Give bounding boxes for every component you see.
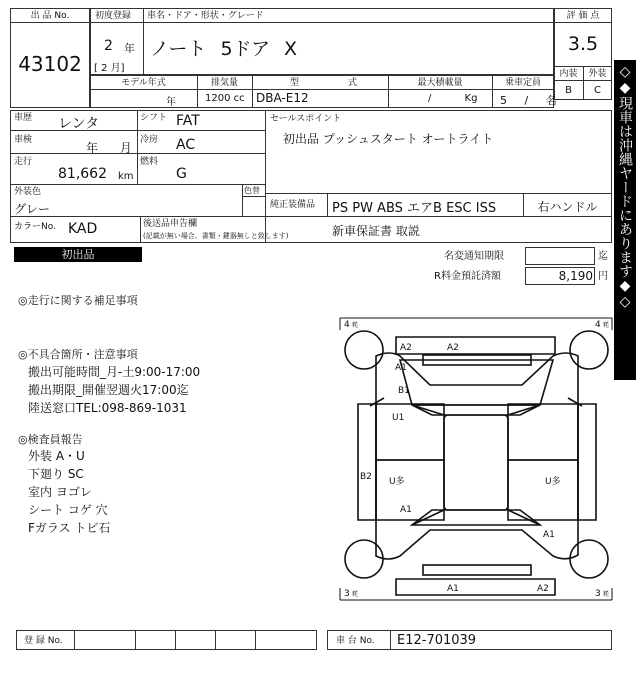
interior-label: 内装 [559, 69, 578, 79]
color-no-value: KAD [68, 221, 98, 237]
inspector-line-4: シート コゲ 穴 [28, 503, 108, 517]
damage-diagram [338, 316, 614, 602]
tire-fr-unit: 粍 [603, 322, 610, 329]
fuel-label: 燃料 [140, 157, 159, 167]
mark-right-door-u-many: U多 [545, 477, 561, 487]
fuel-value: G [176, 166, 187, 182]
max-load: / Kg [428, 93, 478, 104]
yard-notice-text: ◇◆現車は沖縄ヤードにあります◆◇ [617, 64, 633, 310]
first-listing-tag: 初出品 [14, 247, 142, 262]
mark-rear-fender-a1-left: A1 [400, 505, 412, 515]
equipment-label: 純正装備品 [270, 200, 316, 210]
inspector-line-2: 下廻り SC [28, 467, 84, 481]
max-load-label: 最大積載量 [417, 78, 463, 88]
interior-grade: B [565, 85, 572, 96]
recycle-unit: 円 [598, 271, 608, 282]
recycle-value: 8,190 [558, 269, 593, 283]
history-value: レンタ [58, 116, 100, 132]
chassis-label: 車 台 No. [336, 636, 375, 646]
handle-value: 右ハンドル [537, 200, 598, 214]
exterior-label: 外装 [588, 69, 607, 79]
tire-rr-depth: 3 [595, 589, 601, 599]
name-change-field [525, 247, 595, 265]
first-reg-year: 2 [104, 38, 113, 54]
mileage-value: 81,662 [58, 166, 107, 182]
displacement-label: 排気量 [210, 78, 238, 88]
mark-rear-bumper-a1: A1 [447, 584, 459, 594]
tire-fr-depth: 4 [595, 320, 601, 330]
inspector-line-3: 室内 ヨゴレ [28, 485, 92, 499]
tire-fl-depth: 4 [344, 320, 350, 330]
year-unit: 年 [124, 42, 135, 55]
score-label: 評 価 点 [566, 11, 600, 21]
model-type: DBA-E12 [256, 91, 309, 105]
tire-rl-unit: 粍 [352, 591, 359, 598]
type-label-2: 式 [348, 78, 358, 88]
tire-fl-unit: 粍 [352, 322, 359, 329]
yard-notice-strip [614, 60, 636, 380]
color-label: 外装色 [14, 187, 42, 197]
capacity-label: 乗車定員 [504, 78, 541, 88]
mileage-unit: km [118, 171, 134, 182]
model-year-unit: 年 [166, 97, 176, 108]
history-label: 車歴 [14, 113, 33, 123]
defects-heading: ◎不具合箇所・注意事項 [18, 348, 138, 361]
reg-no-label: 登 録 No. [24, 636, 63, 646]
inspection-label: 車検 [14, 135, 33, 145]
mileage-label: 走行 [14, 157, 33, 167]
tire-rl-depth: 3 [344, 589, 350, 599]
recycle-label: R料金預託済額 [434, 271, 501, 282]
inspector-line-1: 外装 A・U [28, 449, 85, 463]
lot-number: 43102 [18, 52, 82, 76]
mark-front-bumper-a2-right: A2 [447, 343, 459, 353]
tire-rr-unit: 粍 [603, 591, 610, 598]
ac-value: AC [176, 137, 196, 153]
driving-heading: ◎走行に関する補足事項 [18, 294, 138, 307]
sales-point-value: 初出品 プッシュスタート オートライト [283, 132, 494, 146]
mark-front-fender-a1: A1 [395, 363, 407, 373]
mark-left-door-u-many: U多 [389, 477, 405, 487]
score-value: 3.5 [567, 33, 599, 55]
color-change-label: 色替 [244, 186, 260, 195]
ac-label: 冷房 [140, 135, 159, 145]
type-label: 型 [290, 78, 300, 88]
warranty-value: 新車保証書 取説 [332, 224, 420, 238]
mark-rear-fender-a1-right: A1 [543, 530, 555, 540]
defect-line-3: 陸送窓口TEL:098-869-1031 [28, 401, 187, 415]
model-year-label: モデル年式 [121, 78, 166, 88]
car-name: ノート 5ドア X [150, 38, 298, 60]
color-no-label: カラーNo. [14, 222, 56, 232]
mark-rear-bumper-a2: A2 [537, 584, 549, 594]
shift-value: FAT [176, 113, 200, 129]
inspector-heading: ◎検査員報告 [18, 433, 83, 446]
inspector-line-5: Fガラス トビ石 [28, 521, 111, 535]
chassis-number: E12-701039 [397, 633, 477, 648]
exterior-grade: C [594, 85, 601, 96]
lot-label: 出 品 No. [30, 11, 70, 21]
shift-label: シフト [140, 113, 168, 123]
car-name-label: 車名・ドア・形状・グレード [147, 11, 264, 21]
post-report-note: (記載が無い場合、書類・鍵器無しと致します) [143, 232, 289, 240]
name-change-label: 名変通知期限 [444, 251, 504, 262]
defect-line-1: 搬出可能時間_月-土9:00-17:00 [28, 365, 201, 379]
defect-line-2: 搬出期限_開催翌週火17:00迄 [28, 383, 189, 397]
name-change-unit: 迄 [598, 251, 608, 262]
equipment-value: PS PW ABS エアB ESC ISS [332, 201, 497, 216]
mark-front-door-u1: U1 [392, 413, 405, 423]
first-reg-label: 初度登録 [95, 11, 132, 21]
post-report-label: 後送品申告欄 [143, 219, 198, 229]
capacity: 5 / 名 [500, 94, 557, 107]
inspection-value: 年 月 [86, 141, 132, 155]
mark-rocker-b2: B2 [360, 472, 372, 482]
sales-point-label: セールスポイント [270, 114, 342, 124]
mark-front-fender-b1: B1 [398, 386, 410, 396]
first-reg-month: [ 2 月] [94, 63, 125, 74]
color-value: グレー [14, 202, 51, 216]
mark-front-bumper-a2-left: A2 [400, 343, 412, 353]
displacement: 1200 cc [205, 93, 245, 104]
